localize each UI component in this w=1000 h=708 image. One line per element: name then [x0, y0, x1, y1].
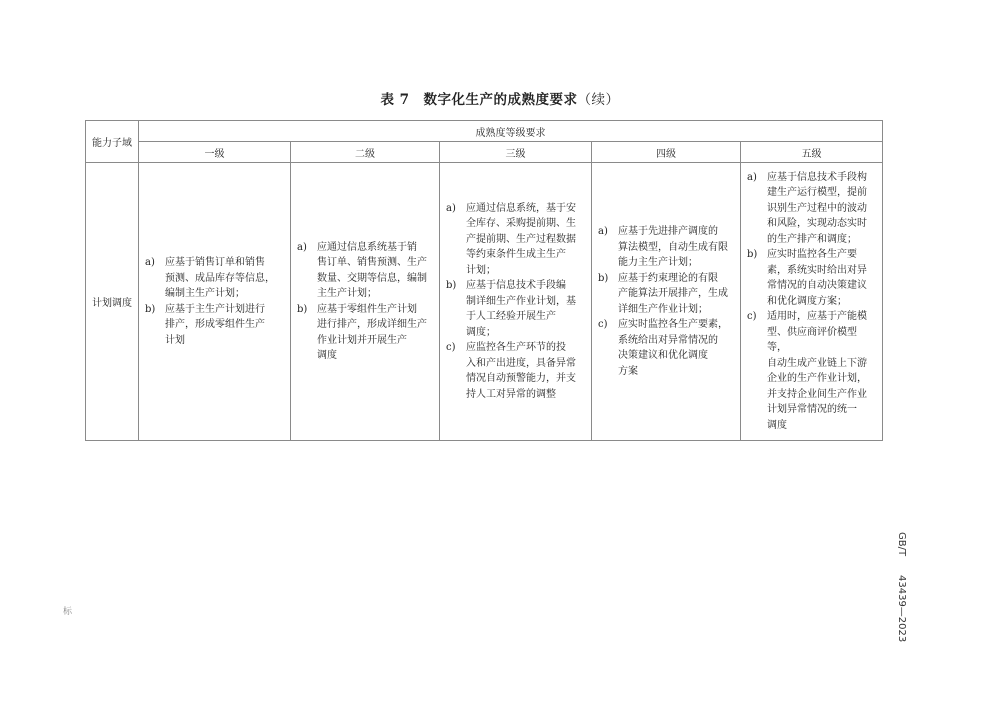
requirement-line: 应基于主生产计划进行 — [165, 303, 265, 315]
requirement-label: b) — [446, 280, 457, 292]
requirement-text — [466, 340, 585, 402]
requirement-item — [598, 271, 734, 318]
requirement-line: 预测、成品库存等信息， — [165, 272, 275, 284]
requirement-line: 自动生成产业链上下游 — [767, 357, 867, 369]
requirement-line: 详细生产作业计划； — [618, 303, 708, 315]
requirement-label: c) — [747, 311, 757, 323]
requirement-text — [466, 201, 585, 279]
requirement-label: a) — [598, 226, 608, 237]
page-mark: 标 — [63, 607, 73, 617]
requirement-line: 应基于信息技术手段构 — [767, 171, 867, 183]
requirement-label: a) — [145, 257, 155, 268]
requirement-item — [446, 340, 585, 402]
maturity-level-header: 成熟度等级要求 — [139, 121, 883, 142]
requirement-line: 售订单、销售预测、生产 — [317, 257, 427, 268]
requirement-line: 应实时监控各生产要素， — [618, 319, 728, 330]
requirement-text — [618, 271, 734, 318]
requirement-line: 应基于销售订单和销售 — [165, 257, 265, 268]
requirement-line: 计划； — [466, 264, 496, 276]
requirement-line: 和风险，实现动态实时 — [767, 218, 867, 230]
requirement-item — [145, 302, 284, 349]
standard-number: 43439—2023 — [896, 574, 907, 642]
requirement-item — [747, 309, 876, 433]
requirement-text — [767, 247, 876, 309]
requirement-label: b) — [747, 249, 758, 261]
requirement-line: 作业计划并开展生产 — [317, 334, 407, 346]
caption-continued: （续） — [577, 92, 620, 108]
requirement-text — [466, 278, 585, 340]
requirement-line: 排产，形成零组件生产 — [165, 319, 265, 330]
level-4-requirements — [592, 163, 741, 441]
table-caption — [0, 88, 1000, 108]
caption-title: 表 7 数字化生产的成熟度要求 — [380, 92, 578, 108]
requirement-text — [165, 302, 284, 349]
requirement-label: a) — [747, 171, 757, 183]
requirement-line: 全库存、采购提前期、生 — [466, 218, 576, 230]
requirement-label: c) — [446, 342, 456, 354]
maturity-table — [85, 120, 883, 441]
requirement-line: 常情况的自动决策建议 — [767, 280, 867, 292]
requirement-label: a) — [297, 241, 307, 253]
requirement-label: a) — [446, 202, 456, 214]
requirement-line: 能力主生产计划； — [618, 257, 698, 268]
requirement-line: 算法模型，自动生成有限 — [618, 241, 728, 253]
requirement-line: 建生产运行模型，提前 — [767, 187, 867, 199]
requirement-line: 应基于信息技术手段编 — [466, 280, 566, 292]
requirement-line: 适用时，应基于产能模 — [767, 311, 867, 323]
requirement-item — [446, 201, 585, 279]
domain-header: 能力子域 — [86, 121, 139, 163]
requirement-line: 调度 — [767, 419, 787, 431]
requirement-text — [165, 255, 284, 302]
requirement-line: 主生产计划； — [317, 288, 377, 299]
requirement-text — [317, 302, 433, 364]
requirement-text — [618, 224, 734, 271]
level-header-4: 四级 — [592, 142, 741, 163]
requirement-line: 方案 — [618, 365, 638, 377]
requirement-label: b) — [145, 303, 156, 315]
requirement-line: 的生产排产和调度； — [767, 233, 857, 245]
requirement-line: 数量、交期等信息，编制 — [317, 272, 427, 284]
requirement-line: 应通过信息系统基于销 — [317, 241, 417, 253]
requirement-item — [747, 170, 876, 248]
requirement-line: 进行排产，形成详细生产 — [317, 319, 427, 330]
requirement-line: 产提前期、生产过程数据 — [466, 233, 576, 245]
requirement-line: 和优化调度方案； — [767, 295, 847, 307]
requirement-line: 识别生产过程中的波动 — [767, 202, 867, 214]
requirement-item — [598, 317, 734, 379]
requirement-line: 应基于先进排产调度的 — [618, 226, 718, 237]
requirement-label: c) — [598, 319, 608, 330]
requirement-item — [598, 224, 734, 271]
level-header-1: 一级 — [139, 142, 291, 163]
requirement-label: b) — [598, 272, 609, 284]
requirement-text — [618, 317, 734, 379]
level-5-requirements — [741, 163, 883, 441]
level-header-2: 二级 — [291, 142, 440, 163]
requirement-line: 计划 — [165, 334, 185, 346]
requirement-line: 素，系统实时给出对异 — [767, 264, 867, 276]
requirement-line: 情况自动预警能力，并支 — [466, 373, 576, 385]
standard-number-sidebar — [896, 532, 907, 642]
requirement-line: 型、供应商评价模型等， — [767, 326, 857, 354]
requirement-line: 调度； — [466, 326, 496, 338]
requirement-line: 应监控各生产环节的投 — [466, 342, 566, 354]
requirement-line: 系统给出对异常情况的 — [618, 334, 718, 346]
requirement-item — [747, 247, 876, 309]
requirement-label: b) — [297, 303, 308, 315]
requirement-line: 产能算法开展排产，生成 — [618, 288, 728, 299]
level-1-requirements — [139, 163, 291, 441]
requirement-item — [145, 255, 284, 302]
requirement-line: 计划异常情况的统一 — [767, 404, 857, 416]
requirement-line: 于人工经验开展生产 — [466, 311, 556, 323]
requirement-line: 决策建议和优化调度 — [618, 350, 708, 361]
requirement-item — [446, 278, 585, 340]
level-header-5: 五级 — [741, 142, 883, 163]
requirement-line: 制详细生产作业计划，基 — [466, 295, 576, 307]
requirement-line: 持人工对异常的调整 — [466, 388, 556, 400]
requirement-item — [297, 240, 433, 302]
requirement-item — [297, 302, 433, 364]
requirement-line: 调度 — [317, 350, 337, 361]
requirement-line: 应实时监控各生产要 — [767, 249, 857, 261]
level-3-requirements — [440, 163, 592, 441]
requirement-line: 应通过信息系统，基于安 — [466, 202, 576, 214]
level-header-3: 三级 — [440, 142, 592, 163]
requirement-line: 入和产出进度，具备异常 — [466, 357, 576, 369]
requirement-line: 企业的生产作业计划， — [767, 373, 867, 385]
requirement-text — [767, 309, 876, 433]
requirement-line: 应基于零组件生产计划 — [317, 303, 417, 315]
level-2-requirements — [291, 163, 440, 441]
requirement-line: 应基于约束理论的有限 — [618, 272, 718, 284]
row-label-plan-scheduling: 计划调度 — [86, 163, 139, 441]
requirement-line: 编制主生产计划； — [165, 288, 245, 299]
requirement-line: 并支持企业间生产作业 — [767, 388, 867, 400]
requirement-text — [317, 240, 433, 302]
requirement-line: 等约束条件生成主生产 — [466, 249, 566, 261]
requirement-text — [767, 170, 876, 248]
standard-code: GB/T — [896, 532, 907, 557]
